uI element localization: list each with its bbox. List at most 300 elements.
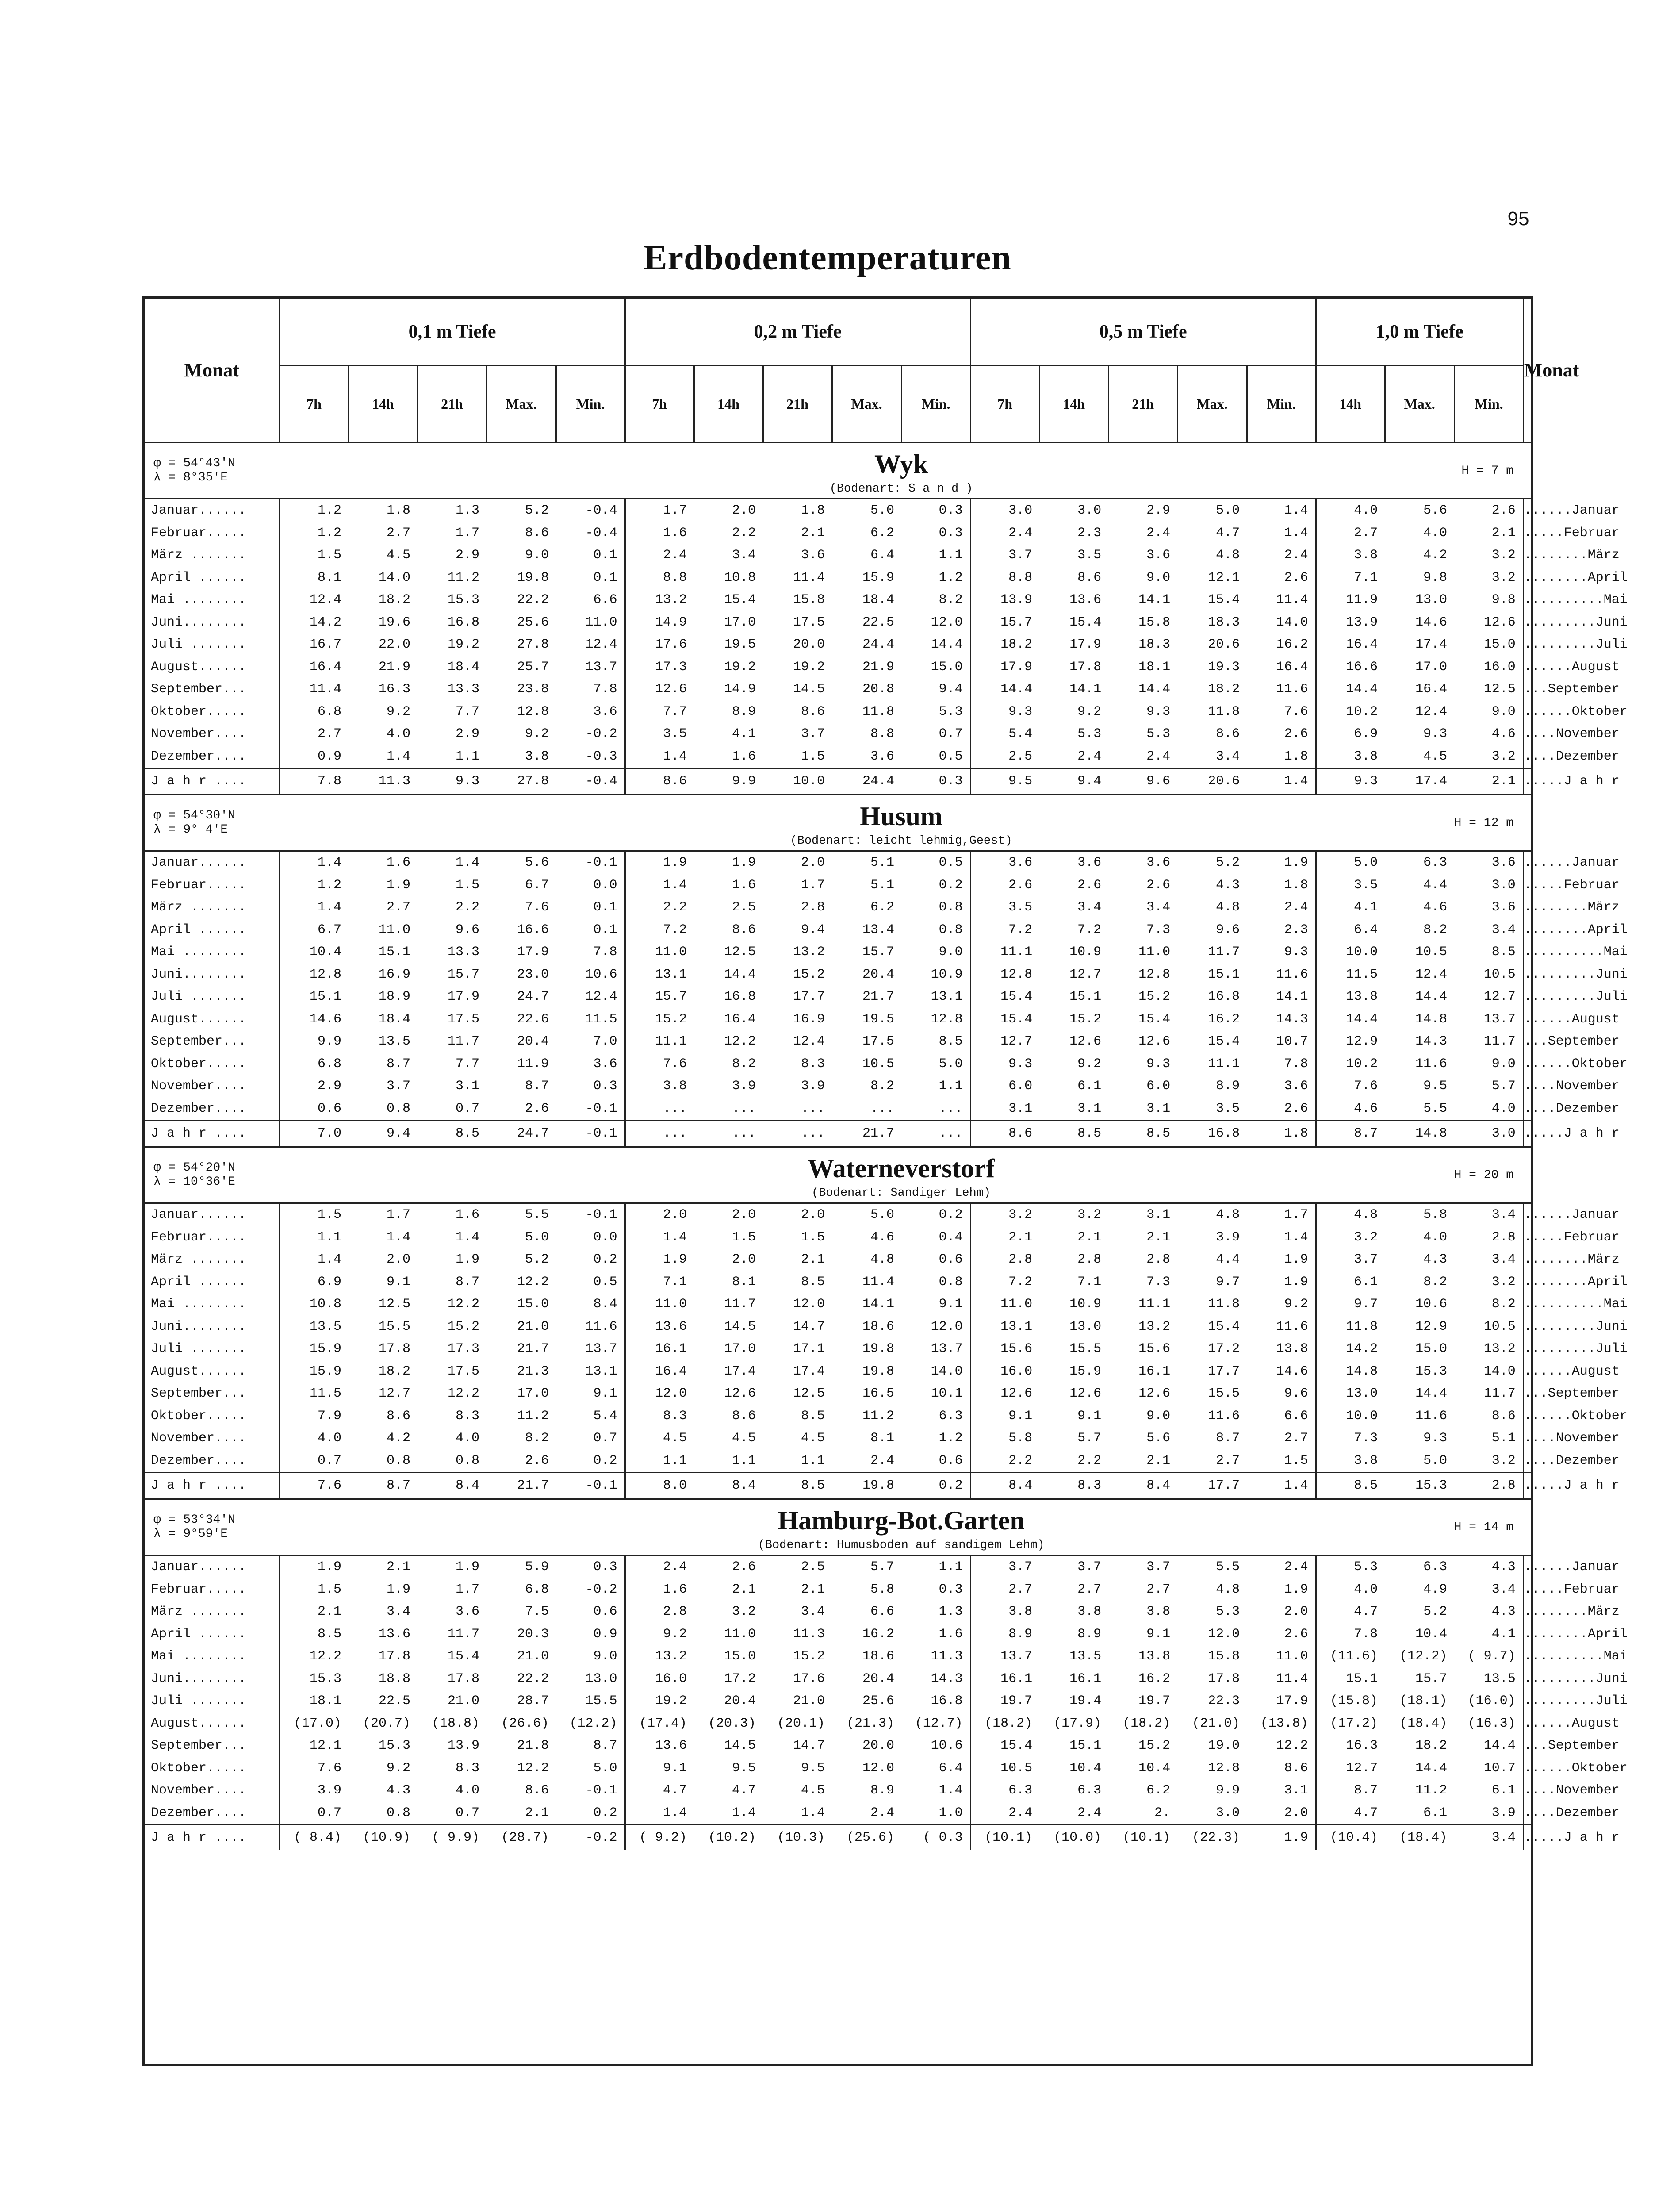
month-label-right: .........Juni — [1523, 964, 1531, 986]
temperature-cell: 5.0 — [1423, 1453, 1448, 1468]
temperature-cell: 3.2 — [1491, 1453, 1516, 1468]
temperature-cell: 4.5 — [732, 1431, 756, 1446]
latitude-label: φ = 54°43'N — [153, 457, 235, 470]
temperature-cell: 9.3 — [1146, 1056, 1171, 1071]
temperature-cell: 3.4 — [1491, 1582, 1516, 1597]
temperature-cell: 9.5 — [732, 1760, 756, 1776]
temperature-cell: 7.6 — [625, 1053, 694, 1075]
temperature-cell: 7.6 — [1284, 704, 1308, 719]
temperature-cell: 4.4 — [1423, 877, 1448, 893]
annual-cell: 8.3 — [1039, 1473, 1108, 1499]
temperature-cell: 13.6 — [625, 1735, 694, 1757]
temperature-cell: 8.8 — [970, 567, 1039, 589]
temperature-cell: 5.6 — [1385, 499, 1454, 522]
table-row — [145, 1405, 1531, 1428]
temperature-cell: 3.8 — [1146, 1604, 1171, 1620]
header-hour: 21h — [1108, 366, 1177, 443]
table-row — [145, 1053, 1531, 1075]
temperature-cell: 7.9 — [280, 1405, 349, 1428]
temperature-cell: 2.0 — [694, 1203, 763, 1226]
temperature-cell: 2.7 — [1216, 1453, 1240, 1468]
temperature-cell: 10.0 — [1316, 941, 1385, 964]
temperature-cell: 7.2 — [625, 919, 694, 941]
temperature-cell: 11.8 — [1208, 704, 1240, 719]
temperature-cell: 0.5 — [593, 1274, 617, 1290]
annual-cell: 8.5 — [1316, 1473, 1385, 1499]
temperature-cell: 4.0 — [386, 726, 410, 742]
month-label: August...... — [151, 1363, 247, 1379]
month-label-right: ....Dezember — [1523, 1450, 1531, 1473]
temperature-cell: 17.4 — [724, 1363, 756, 1379]
temperature-cell: 16.4 — [724, 1011, 756, 1027]
temperature-cell: 4.9 — [1423, 1582, 1448, 1597]
temperature-cell: 6.8 — [280, 1053, 349, 1075]
month-label: März ....... — [151, 1604, 247, 1620]
temperature-cell: 0.9 — [280, 745, 349, 768]
annual-cell: 9.5 — [970, 768, 1039, 795]
temperature-cell: 10.6 — [585, 967, 617, 982]
temperature-cell: 3.6 — [870, 749, 895, 764]
temperature-cell: 12.2 — [1276, 1738, 1308, 1754]
temperature-cell: 13.1 — [931, 989, 963, 1005]
temperature-cell: 10.5 — [970, 1757, 1039, 1780]
month-label: Juni........ — [151, 1319, 247, 1334]
temperature-cell: 4.0 — [1423, 1229, 1448, 1245]
temperature-cell: 11.6 — [1276, 682, 1308, 697]
temperature-cell: 1.4 — [280, 896, 349, 919]
temperature-cell: 13.2 — [625, 1645, 694, 1668]
table-row — [145, 1293, 1531, 1316]
month-label-right: ......August — [1523, 656, 1531, 679]
temperature-cell: 15.4 — [1069, 614, 1102, 630]
temperature-cell: 3.6 — [593, 1056, 617, 1071]
temperature-cell: 6.3 — [1385, 851, 1454, 874]
temperature-cell: 10.6 — [931, 1738, 963, 1754]
month-label: Oktober..... — [151, 1760, 247, 1776]
temperature-cell: 1.5 — [801, 749, 825, 764]
annual-cell: (10.1) — [1108, 1825, 1177, 1851]
temperature-cell: 2.1 — [732, 1582, 756, 1597]
month-label-right: .....Februar — [1523, 1578, 1531, 1601]
annual-row — [145, 1121, 1531, 1147]
month-label-right: ....November — [1523, 1427, 1531, 1450]
temperature-cell: 3.6 — [1039, 851, 1108, 874]
month-label-right: ..........Mai — [1523, 1293, 1531, 1316]
temperature-cell: 14.0 — [378, 570, 410, 585]
temperature-cell: 11.0 — [625, 941, 694, 964]
temperature-cell: 17.5 — [793, 614, 825, 630]
temperature-cell: 16.0 — [970, 1360, 1039, 1383]
header-monat-right: Monat — [1523, 299, 1531, 442]
temperature-cell: (12.2) — [1399, 1649, 1448, 1664]
month-label-right: ....Dezember — [1523, 1098, 1531, 1121]
temperature-cell: 0.8 — [386, 1453, 410, 1468]
annual-cell: ... — [694, 1121, 763, 1147]
temperature-cell: 2.6 — [694, 1555, 763, 1578]
temperature-cell: 14.9 — [724, 682, 756, 697]
temperature-cell: 14.0 — [1276, 614, 1308, 630]
temperature-cell: 8.6 — [525, 525, 549, 541]
temperature-cell: 4.5 — [386, 548, 410, 563]
temperature-cell: 1.6 — [418, 1203, 487, 1226]
temperature-cell: -0.2 — [585, 726, 617, 742]
annual-cell: 3.4 — [1454, 1825, 1523, 1851]
temperature-cell: 3.4 — [1216, 749, 1240, 764]
temperature-cell: 10.0 — [1316, 1405, 1385, 1428]
temperature-cell: 4.4 — [1216, 1252, 1240, 1267]
temperature-cell: 15.1 — [1208, 967, 1240, 982]
temperature-cell: 1.0 — [939, 1805, 963, 1820]
table-row — [145, 567, 1531, 589]
annual-cell: 8.6 — [625, 768, 694, 795]
temperature-cell: 13.1 — [625, 964, 694, 986]
latitude-label: φ = 53°34'N — [153, 1513, 235, 1527]
temperature-cell: 17.9 — [447, 989, 479, 1005]
temperature-cell: 14.3 — [1276, 1011, 1308, 1027]
temperature-cell: 22.2 — [517, 1671, 549, 1686]
temperature-cell: 2.4 — [870, 1805, 895, 1820]
temperature-cell: 3.5 — [1216, 1101, 1240, 1116]
temperature-cell: 15.7 — [1415, 1671, 1448, 1686]
temperature-cell: 17.0 — [724, 1341, 756, 1357]
temperature-cell: 13.8 — [1138, 1649, 1171, 1664]
month-label: Februar..... — [151, 1582, 247, 1597]
temperature-cell: 2.6 — [1284, 726, 1308, 742]
temperature-cell: 16.8 — [724, 989, 756, 1005]
header-hour: 14h — [1039, 366, 1108, 443]
annual-cell: 19.8 — [832, 1473, 901, 1499]
temperature-cell: 13.6 — [378, 1626, 410, 1642]
temperature-cell: 24.7 — [517, 989, 549, 1005]
temperature-cell: 3.2 — [1491, 570, 1516, 585]
temperature-cell: 9.7 — [1316, 1293, 1385, 1316]
temperature-cell: 15.5 — [1208, 1386, 1240, 1402]
month-label: Juli ....... — [151, 989, 247, 1005]
month-label: November.... — [151, 726, 247, 742]
temperature-cell: 10.9 — [1069, 945, 1102, 960]
temperature-cell: 7.8 — [1316, 1623, 1385, 1646]
temperature-cell: 9.6 — [1216, 922, 1240, 937]
temperature-cell: 14.8 — [1415, 1011, 1448, 1027]
temperature-cell: 1.9 — [455, 1252, 479, 1267]
temperature-cell: 16.0 — [625, 1668, 694, 1690]
temperature-cell: 18.8 — [378, 1671, 410, 1686]
table-row — [145, 1360, 1531, 1383]
month-label-right: ...September — [1523, 1382, 1531, 1405]
header-monat-left: Monat — [145, 299, 280, 442]
temperature-cell: 13.9 — [970, 589, 1039, 611]
temperature-cell: 13.5 — [280, 1316, 349, 1338]
temperature-cell: 8.7 — [1216, 1431, 1240, 1446]
temperature-cell: 15.4 — [970, 986, 1039, 1008]
temperature-cell: 1.4 — [418, 851, 487, 874]
temperature-cell: 25.7 — [517, 659, 549, 675]
temperature-cell: 3.1 — [455, 1079, 479, 1094]
temperature-cell: 3.4 — [732, 548, 756, 563]
annual-cell: 20.6 — [1177, 768, 1247, 795]
temperature-cell: 9.2 — [1077, 1056, 1102, 1071]
month-label-right: .....Februar — [1523, 522, 1531, 545]
temperature-cell: 2.1 — [280, 1601, 349, 1623]
temperature-cell: 2.0 — [625, 1203, 694, 1226]
table-row — [145, 745, 1531, 768]
temperature-cell: 5.2 — [487, 499, 556, 522]
annual-cell: 9.6 — [1108, 768, 1177, 795]
temperature-cell: 16.8 — [931, 1694, 963, 1709]
temperature-cell: 1.9 — [418, 1555, 487, 1578]
temperature-cell: 16.8 — [1208, 989, 1240, 1005]
table-row — [145, 1008, 1531, 1031]
temperature-cell: 12.8 — [517, 704, 549, 719]
temperature-cell: 1.7 — [349, 1203, 418, 1226]
month-label-right: ......Januar — [1523, 499, 1531, 522]
month-label: Februar..... — [151, 1229, 247, 1245]
temperature-cell: -0.1 — [585, 1783, 617, 1798]
temperature-cell: 5.8 — [970, 1427, 1039, 1450]
temperature-cell: 5.0 — [1177, 499, 1247, 522]
temperature-cell: 11.4 — [862, 1274, 895, 1290]
temperature-cell: 6.4 — [870, 548, 895, 563]
temperature-cell: (20.7) — [362, 1716, 410, 1731]
temperature-cell: 15.4 — [1208, 1034, 1240, 1049]
temperature-cell: 9.2 — [525, 726, 549, 742]
temperature-cell: 11.4 — [1276, 592, 1308, 608]
temperature-cell: 7.1 — [1316, 567, 1385, 589]
temperature-cell: 7.1 — [1077, 1274, 1102, 1290]
temperature-cell: 5.3 — [1146, 726, 1171, 742]
temperature-cell: 6.2 — [870, 525, 895, 541]
month-label-right: ......August — [1523, 1713, 1531, 1735]
temperature-cell: 1.7 — [455, 525, 479, 541]
temperature-cell: 5.3 — [1216, 1604, 1240, 1620]
annual-cell: 1.8 — [1247, 1121, 1316, 1147]
temperature-cell: 14.6 — [1276, 1363, 1308, 1379]
temperature-cell: 16.2 — [1208, 1011, 1240, 1027]
temperature-cell: 4.1 — [1316, 896, 1385, 919]
temperature-cell: 15.2 — [1069, 1011, 1102, 1027]
temperature-cell: 15.9 — [280, 1338, 349, 1360]
temperature-cell: 16.3 — [378, 682, 410, 697]
temperature-cell: 16.9 — [793, 1011, 825, 1027]
temperature-cell: 8.5 — [939, 1034, 963, 1049]
annual-cell: 3.0 — [1454, 1121, 1523, 1147]
temperature-cell: 9.2 — [1077, 704, 1102, 719]
temperature-cell: 6.2 — [1146, 1783, 1171, 1798]
temperature-cell: 14.0 — [931, 1363, 963, 1379]
temperature-cell: 2.7 — [280, 723, 349, 745]
temperature-cell: 5.7 — [1491, 1079, 1516, 1094]
temperature-cell: 14.4 — [1415, 1386, 1448, 1402]
temperature-cell: 4.6 — [1316, 1098, 1385, 1121]
temperature-cell: 2.6 — [1146, 877, 1171, 893]
temperature-cell: 12.9 — [1316, 1030, 1385, 1053]
temperature-cell: 2.4 — [1077, 749, 1102, 764]
temperature-cell: 1.9 — [386, 877, 410, 893]
header-depth-02: 0,2 m Tiefe — [625, 299, 970, 366]
temperature-cell: 4.3 — [386, 1783, 410, 1798]
temperature-cell: 1.6 — [939, 1626, 963, 1642]
temperature-cell: 5.3 — [1316, 1555, 1385, 1578]
temperature-cell: 20.4 — [517, 1034, 549, 1049]
temperature-cell: 3.0 — [1491, 877, 1516, 893]
temperature-cell: 18.6 — [862, 1649, 895, 1664]
temperature-cell: 10.9 — [1069, 1297, 1102, 1312]
month-label-right: .........Juli — [1523, 986, 1531, 1008]
temperature-cell: 3.0 — [1039, 499, 1108, 522]
temperature-cell: 2.1 — [1491, 525, 1516, 541]
temperature-cell: 14.4 — [1415, 1760, 1448, 1776]
temperature-cell: 2.2 — [970, 1450, 1039, 1473]
temperature-cell: 10.8 — [280, 1293, 349, 1316]
temperature-cell: -0.1 — [556, 851, 625, 874]
temperature-cell: 1.1 — [901, 1555, 970, 1578]
table-row — [145, 544, 1531, 567]
month-label-right: ......August — [1523, 1360, 1531, 1383]
station-coordinates — [145, 1499, 418, 1555]
temperature-cell: 13.3 — [447, 945, 479, 960]
temperature-cell: 5.2 — [1423, 1604, 1448, 1620]
temperature-cell: 12.8 — [1208, 1760, 1240, 1776]
latitude-label: φ = 54°30'N — [153, 809, 235, 822]
temperature-cell: 13.9 — [1316, 611, 1385, 634]
temperature-cell: 16.0 — [1483, 659, 1516, 675]
temperature-cell: 2.7 — [1284, 1431, 1308, 1446]
temperature-cell: 2.4 — [625, 1555, 694, 1578]
temperature-cell: 15.8 — [1208, 1649, 1240, 1664]
temperature-cell: 16.4 — [1316, 634, 1385, 656]
temperature-cell: 1.1 — [625, 1450, 694, 1473]
annual-cell: (10.0) — [1039, 1825, 1108, 1851]
temperature-cell: 8.7 — [1316, 1779, 1385, 1802]
table-row — [145, 1450, 1531, 1473]
temperature-cell: 12.0 — [931, 1319, 963, 1334]
annual-cell: 8.4 — [1108, 1473, 1177, 1499]
temperature-cell: (21.3) — [847, 1716, 895, 1731]
temperature-cell: 11.0 — [1276, 1649, 1308, 1664]
temperature-cell: 1.7 — [801, 877, 825, 893]
annual-cell: (18.4) — [1385, 1825, 1454, 1851]
temperature-cell: 15.2 — [625, 1008, 694, 1031]
temperature-cell: 12.2 — [724, 1034, 756, 1049]
temperature-cell: 9.2 — [386, 704, 410, 719]
header-hour: Max. — [1177, 366, 1247, 443]
temperature-cell: 2.1 — [525, 1805, 549, 1820]
temperature-cell: 1.5 — [280, 544, 349, 567]
temperature-cell: 7.7 — [455, 704, 479, 719]
temperature-cell: 17.9 — [970, 656, 1039, 679]
temperature-cell: 8.9 — [1077, 1626, 1102, 1642]
temperature-cell: 16.4 — [280, 656, 349, 679]
temperature-cell: 13.4 — [862, 922, 895, 937]
temperature-cell: (16.3) — [1467, 1716, 1516, 1731]
table-row — [145, 1735, 1531, 1757]
annual-cell: 17.4 — [1385, 768, 1454, 795]
page-number: 95 — [1507, 208, 1529, 230]
temperature-cell: 9.5 — [801, 1760, 825, 1776]
temperature-cell: 7.8 — [593, 945, 617, 960]
temperature-cell: 12.6 — [1069, 1386, 1102, 1402]
temperature-cell: 0.0 — [593, 1229, 617, 1245]
temperature-cell: 10.6 — [1415, 1297, 1448, 1312]
temperature-cell: 8.6 — [1077, 570, 1102, 585]
temperature-cell: 15.1 — [1069, 1738, 1102, 1754]
month-label: August...... — [151, 659, 247, 675]
temperature-cell: 6.1 — [1491, 1783, 1516, 1798]
month-label: Juli ....... — [151, 637, 247, 653]
temperature-cell: 15.9 — [1069, 1363, 1102, 1379]
temperature-cell: 9.9 — [280, 1030, 349, 1053]
temperature-cell: 17.3 — [625, 656, 694, 679]
table-row — [145, 1802, 1531, 1825]
temperature-cell: 19.0 — [1208, 1738, 1240, 1754]
temperature-cell: (18.2) — [970, 1713, 1039, 1735]
temperature-cell: 6.1 — [1077, 1079, 1102, 1094]
temperature-cell: 1.9 — [280, 1555, 349, 1578]
temperature-cell: 2.4 — [1247, 1555, 1316, 1578]
header-hour: Min. — [1454, 366, 1523, 443]
annual-cell: 8.5 — [763, 1473, 832, 1499]
month-label: August...... — [151, 1716, 247, 1731]
temperature-cell: 2.0 — [763, 851, 832, 874]
temperature-cell: 0.6 — [280, 1098, 349, 1121]
temperature-cell: 16.4 — [1276, 659, 1308, 675]
temperature-cell: 13.2 — [793, 945, 825, 960]
temperature-cell: 13.2 — [1483, 1341, 1516, 1357]
temperature-cell: 16.8 — [447, 614, 479, 630]
temperature-cell: 2.9 — [1108, 499, 1177, 522]
temperature-cell: 6.1 — [1423, 1805, 1448, 1820]
temperature-cell: 3.7 — [970, 544, 1039, 567]
month-label-right: ......Oktober — [1523, 1757, 1531, 1780]
temperature-cell: 8.2 — [1491, 1297, 1516, 1312]
temperature-cell: 0.2 — [593, 1805, 617, 1820]
month-label-right: ......Januar — [1523, 851, 1531, 874]
temperature-cell: 2.9 — [455, 548, 479, 563]
temperature-cell: 12.5 — [378, 1297, 410, 1312]
station-height: H = 7 m — [1385, 442, 1531, 499]
temperature-cell: 10.8 — [724, 570, 756, 585]
temperature-cell: 12.2 — [517, 1760, 549, 1776]
temperature-cell: 23.0 — [517, 967, 549, 982]
temperature-cell: 11.0 — [585, 614, 617, 630]
temperature-cell: 9.6 — [1284, 1386, 1308, 1402]
annual-cell: 1.4 — [1247, 768, 1316, 795]
annual-cell: ( 8.4) — [280, 1825, 349, 1851]
temperature-cell: 12.2 — [280, 1645, 349, 1668]
annual-cell: 0.2 — [901, 1473, 970, 1499]
temperature-cell: (15.8) — [1316, 1690, 1385, 1713]
temperature-cell: 0.3 — [939, 525, 963, 541]
month-label-right: ......Oktober — [1523, 1053, 1531, 1075]
temperature-cell: 1.9 — [694, 851, 763, 874]
temperature-cell: 7.8 — [1284, 1056, 1308, 1071]
temperature-cell: 3.6 — [1284, 1079, 1308, 1094]
temperature-cell: 17.8 — [1069, 659, 1102, 675]
annual-cell: -0.1 — [556, 1121, 625, 1147]
temperature-cell: 11.7 — [1483, 1386, 1516, 1402]
temperature-cell: 8.6 — [525, 1783, 549, 1798]
temperature-cell: (12.7) — [915, 1716, 963, 1731]
temperature-cell: 2.2 — [455, 900, 479, 915]
table-row — [145, 851, 1531, 874]
month-label: Juli ....... — [151, 1341, 247, 1357]
temperature-cell: 4.3 — [1491, 1604, 1516, 1620]
annual-cell: (10.1) — [970, 1825, 1039, 1851]
temperature-cell: 3.6 — [593, 704, 617, 719]
temperature-cell: 9.2 — [1284, 1297, 1308, 1312]
temperature-cell: 0.6 — [593, 1604, 617, 1620]
temperature-cell: 12.5 — [793, 1386, 825, 1402]
